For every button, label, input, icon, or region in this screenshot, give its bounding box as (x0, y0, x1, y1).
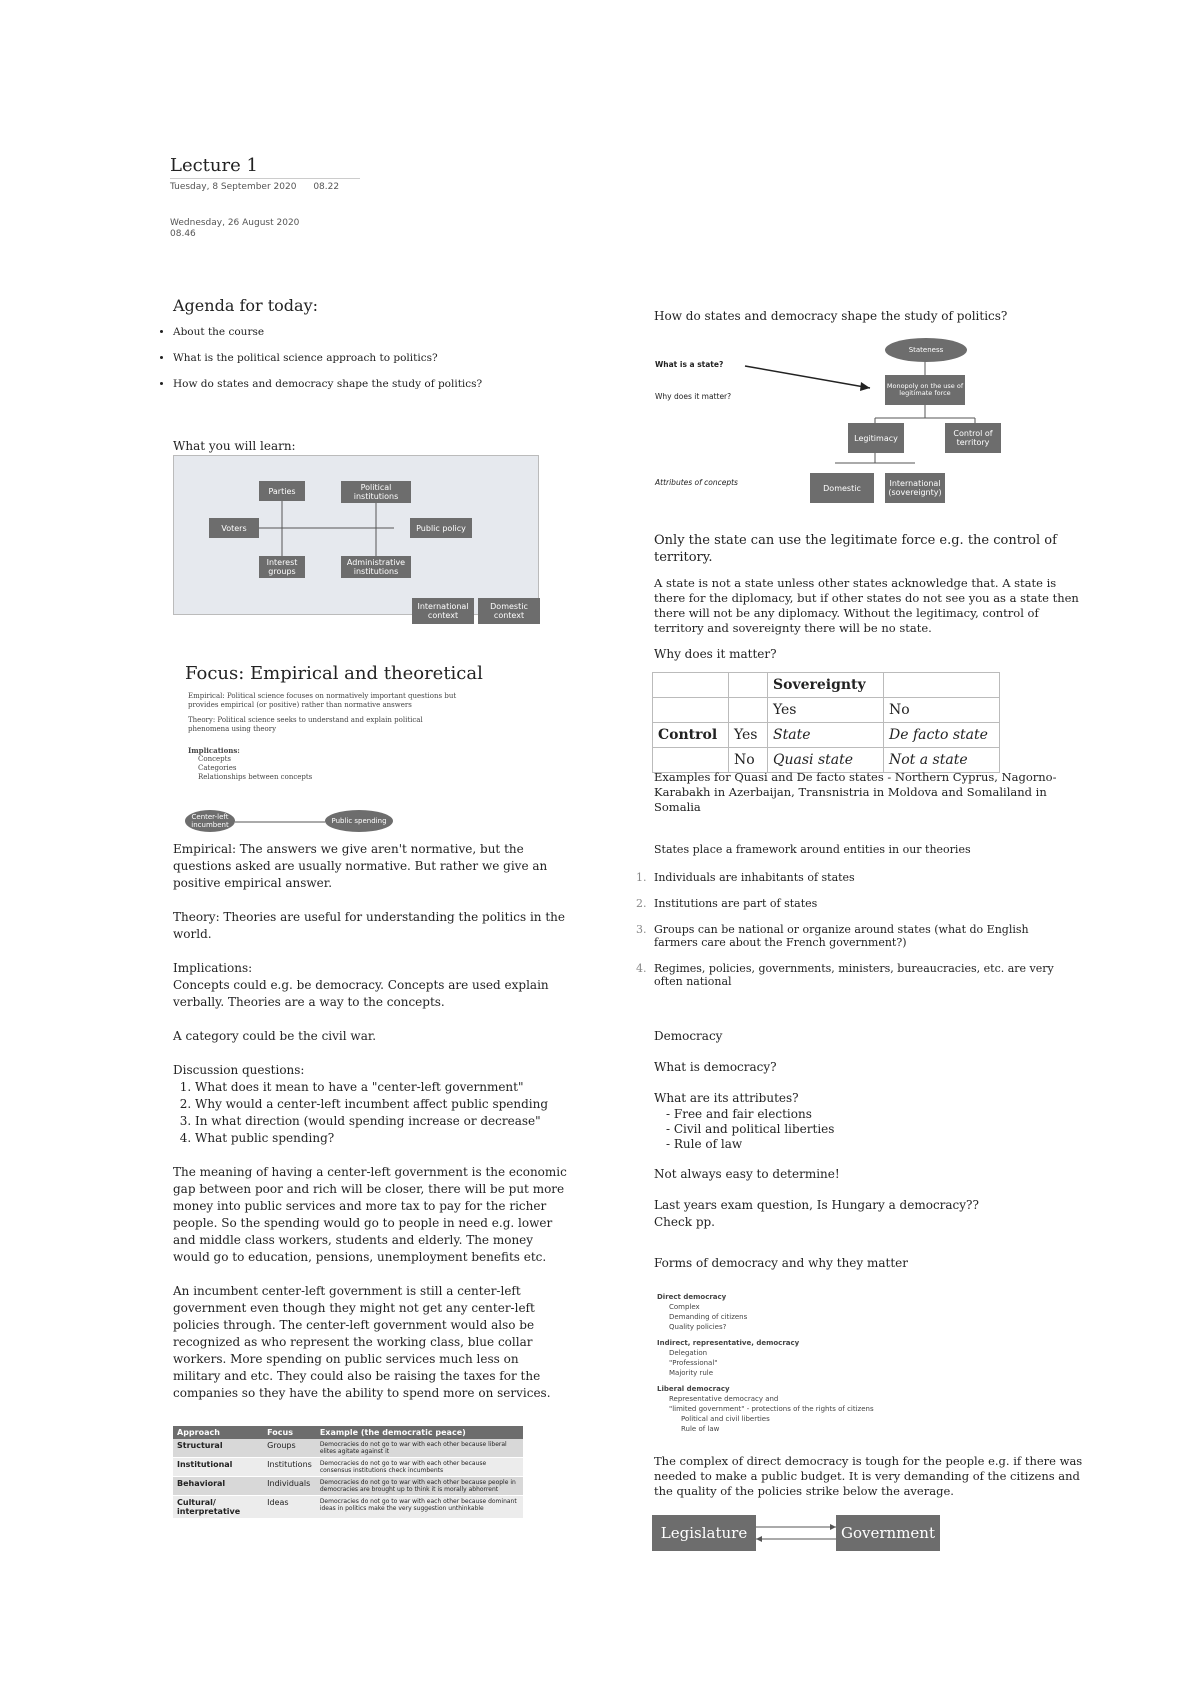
list-item: • How do states and democracy shape the study of politics? (173, 378, 533, 390)
learn-diagram (173, 455, 539, 620)
what-democracy: What is democracy? (654, 1060, 777, 1074)
list-item: 3. Groups can be national or organize around states (what do English farmers care about the French government?) (636, 923, 1029, 949)
list-item: 2. Why would a center-left incumbent affect public spending (195, 1096, 568, 1113)
list-item: Concepts (198, 755, 232, 763)
examples-note: Examples for Quasi and De facto states - Northern Cyprus, Nagorno-Karabakh in Azerbaijan, Transnistria in Moldova and Somaliland in Somalia (654, 770, 1057, 814)
learn-heading: What you will learn: (173, 439, 296, 453)
list-item: 3. In what direction (would spending increase or decrease" (195, 1113, 568, 1130)
list-item: 2. Institutions are part of states (636, 897, 818, 910)
table-cell: Individuals (263, 1477, 316, 1496)
democracy-head: Democracy (654, 1029, 723, 1043)
approach-table (173, 1426, 523, 1519)
why-matter-label: Why does it matter? (655, 392, 732, 401)
monopoly-box: Monopoly on the use of legitimate force (885, 375, 965, 405)
not-state-cell: Not a state (884, 748, 1000, 773)
legislature-box: Legislature (652, 1515, 756, 1551)
table-header: Example (the democratic peace) (316, 1426, 523, 1439)
page-title: Lecture 1 (170, 155, 258, 176)
implications-note: Concepts could e.g. be democracy. Concepts are used explain verbally. Theories are a way to the concepts. (173, 978, 549, 1009)
list-item: - Civil and political liberties (666, 1122, 1084, 1137)
created-time: 08.46 (170, 229, 196, 239)
list-item: 1. Individuals are inhabitants of states (636, 871, 855, 884)
list-item: Complex (669, 1303, 700, 1311)
agenda-list (153, 326, 533, 404)
category-note: A category could be the civil war. (173, 1029, 377, 1043)
sovereignty-table (652, 672, 1000, 773)
why-matter-note: Why does it matter? (654, 647, 777, 661)
list-item: Political and civil liberties (681, 1415, 770, 1423)
list-item: • What is the political science approach to politics? (173, 352, 533, 364)
forms-head: Forms of democracy and why they matter (654, 1256, 909, 1270)
focus-theory: Theory: Political science seeks to understand and explain political phenomena using theory (188, 716, 423, 733)
discussion-head: Discussion questions: (173, 1063, 305, 1077)
table-cell: Structural (173, 1439, 263, 1458)
table-header: Approach (173, 1426, 263, 1439)
voters-box: Voters (209, 518, 259, 538)
created-date: Wednesday, 26 August 2020 (170, 218, 300, 228)
table-row (173, 1458, 523, 1477)
table-cell: Behavioral (173, 1477, 263, 1496)
exam-note: Last years exam question, Is Hungary a democracy?? Check pp. (654, 1198, 979, 1229)
public-spending-ellipse: Public spending (325, 810, 393, 832)
list-item: - Rule of law (666, 1137, 1084, 1152)
page-time: 08.22 (313, 182, 340, 192)
only-state-note: Only the state can use the legitimate force e.g. the control of territory. (654, 533, 1057, 565)
notes-left (173, 841, 568, 1402)
page-date: Tuesday, 8 September 2020 (170, 182, 297, 192)
table-cell: Cultural/ interpretative (173, 1496, 263, 1519)
focus-body (188, 692, 458, 782)
theory-note: Theory: Theories are useful for understanding the politics in the world. (173, 910, 565, 941)
legislature-diagram (652, 1515, 942, 1551)
state-diagram (655, 338, 1085, 508)
attributes-list (654, 1107, 1084, 1152)
framework-list (636, 871, 1074, 1001)
list-item: "limited government" - protections of the rights of citizens (669, 1405, 874, 1413)
control-row-label: Control (653, 723, 729, 748)
table-row (173, 1477, 523, 1496)
list-item: Categories (198, 764, 237, 772)
focus-empirical: Empirical: Political science focuses on normatively important questions but provides empirical (or positive) rather than normative answers (188, 692, 457, 709)
liberal-head: Liberal democracy (657, 1385, 730, 1393)
table-cell: Democracies do not go to war with each other because dominant ideas in politics make the very suggestion unthinkable (316, 1496, 523, 1519)
table-cell: Democracies do not go to war with each other because liberal elites agitate against it (316, 1439, 523, 1458)
control-yes: Yes (729, 723, 768, 748)
parties-box: Parties (259, 481, 305, 501)
implications-head: Implications: (173, 961, 253, 975)
framework-head: States place a framework around entities in our theories (654, 843, 971, 856)
state-cell: State (768, 723, 884, 748)
focus-implications: Implications: (188, 746, 240, 755)
focus-title: Focus: Empirical and theoretical (185, 663, 483, 684)
democracy-notes (654, 1028, 1084, 1272)
interest-groups-box: Interest groups (259, 556, 305, 578)
quasi-cell: Quasi state (768, 748, 884, 773)
table-header: Focus (263, 1426, 316, 1439)
control-territory-box: Control of territory (945, 423, 1001, 453)
list-item: "Professional" (669, 1359, 718, 1367)
public-policy-box: Public policy (410, 518, 472, 538)
list-item: Quality policies? (669, 1323, 727, 1331)
complex-note: The complex of direct democracy is tough for the people e.g. if there was needed to make a public budget. It is very demanding of the citizens and the quality of the policies strike below the average. (654, 1454, 1083, 1498)
list-item: 4. What public spending? (195, 1130, 568, 1147)
sov-header: Sovereignty (768, 673, 884, 698)
table-cell: Institutions (263, 1458, 316, 1477)
discussion-list (173, 1079, 568, 1147)
de-facto-cell: De facto state (884, 723, 1000, 748)
incumbent-note: An incumbent center-left government is still a center-left government even though they might not get any center-left policies through. The center-left government would also be recognized as who represent the working class, blue collar workers. More spending on public services much less on military and etc. They could also be raising the taxes for the companies so they have the ability to spend more on services. (173, 1284, 551, 1400)
center-left-ellipse: Center-left incumbent (185, 810, 235, 832)
meaning-note: The meaning of having a center-left government is the economic gap between poor and rich will be closer, there will be put more money into public services and more tax to pay for the richer people. So the spending would go to people in need e.g. lower and middle class workers, students and elderly. The money would go to education, pensions, unemployment benefits etc. (173, 1165, 567, 1264)
table-row (173, 1496, 523, 1519)
list-item: - Free and fair elections (666, 1107, 1084, 1122)
domestic-box: Domestic (810, 473, 874, 503)
attributes-q: What are its attributes? (654, 1091, 799, 1105)
list-item: Rule of law (681, 1425, 720, 1433)
sov-yes-col: Yes (768, 698, 884, 723)
attributes-label: Attributes of concepts (655, 478, 738, 487)
right-notes-1 (654, 532, 1084, 663)
agenda-heading: Agenda for today: (173, 296, 318, 315)
list-item: Demanding of citizens (669, 1313, 748, 1321)
administrative-institutions-box: Administrative institutions (341, 556, 411, 578)
list-item: Representative democracy and (669, 1395, 779, 1403)
government-box: Government (836, 1515, 940, 1551)
sov-no-col: No (884, 698, 1000, 723)
page-header (170, 155, 360, 192)
table-cell: Institutional (173, 1458, 263, 1477)
legitimacy-box: Legitimacy (848, 423, 904, 453)
focus-diagram (185, 810, 395, 834)
what-state-label: What is a state? (655, 360, 724, 369)
not-always-note: Not always easy to determine! (654, 1167, 840, 1181)
empirical-note: Empirical: The answers we give aren't normative, but the questions asked are usually normative. But rather we give an positive empirical answer. (173, 842, 548, 890)
list-item: • About the course (173, 326, 533, 338)
table-cell: Groups (263, 1439, 316, 1458)
table-cell: Democracies do not go to war with each other because people in democracies are brought up to think it is morally abhorrent (316, 1477, 523, 1496)
political-institutions-box: Political institutions (341, 481, 411, 503)
domestic-context-box: Domestic context (478, 598, 540, 624)
control-no: No (729, 748, 768, 773)
direct-head: Direct democracy (657, 1293, 727, 1301)
list-item: 4. Regimes, policies, governments, ministers, bureaucracies, etc. are very often national (636, 962, 1054, 988)
focus-impl-list (198, 755, 458, 782)
international-box: International (sovereignty) (885, 473, 945, 503)
stateness-ellipse: Stateness (885, 338, 967, 362)
list-item: 1. What does it mean to have a "center-left government" (195, 1079, 568, 1096)
table-row (173, 1439, 523, 1458)
list-item: Relationships between concepts (198, 773, 313, 781)
forms-slide (657, 1292, 957, 1434)
list-item: Delegation (669, 1349, 708, 1357)
international-context-box: International context (412, 598, 474, 624)
table-cell: Ideas (263, 1496, 316, 1519)
table-cell: Democracies do not go to war with each other because consensus institutions check incumbents (316, 1458, 523, 1477)
right-question: How do states and democracy shape the study of politics? (654, 309, 1008, 323)
created-info (170, 218, 299, 240)
indirect-head: Indirect, representative, democracy (657, 1339, 800, 1347)
list-item: Majority rule (669, 1369, 714, 1377)
not-state-note: A state is not a state unless other states acknowledge that. A state is there for the diplomacy, but if other states do not see you as a state then there will not be any diplomacy. Without the legitimacy, control of territory and sovereignty there will be no state. (654, 576, 1079, 635)
